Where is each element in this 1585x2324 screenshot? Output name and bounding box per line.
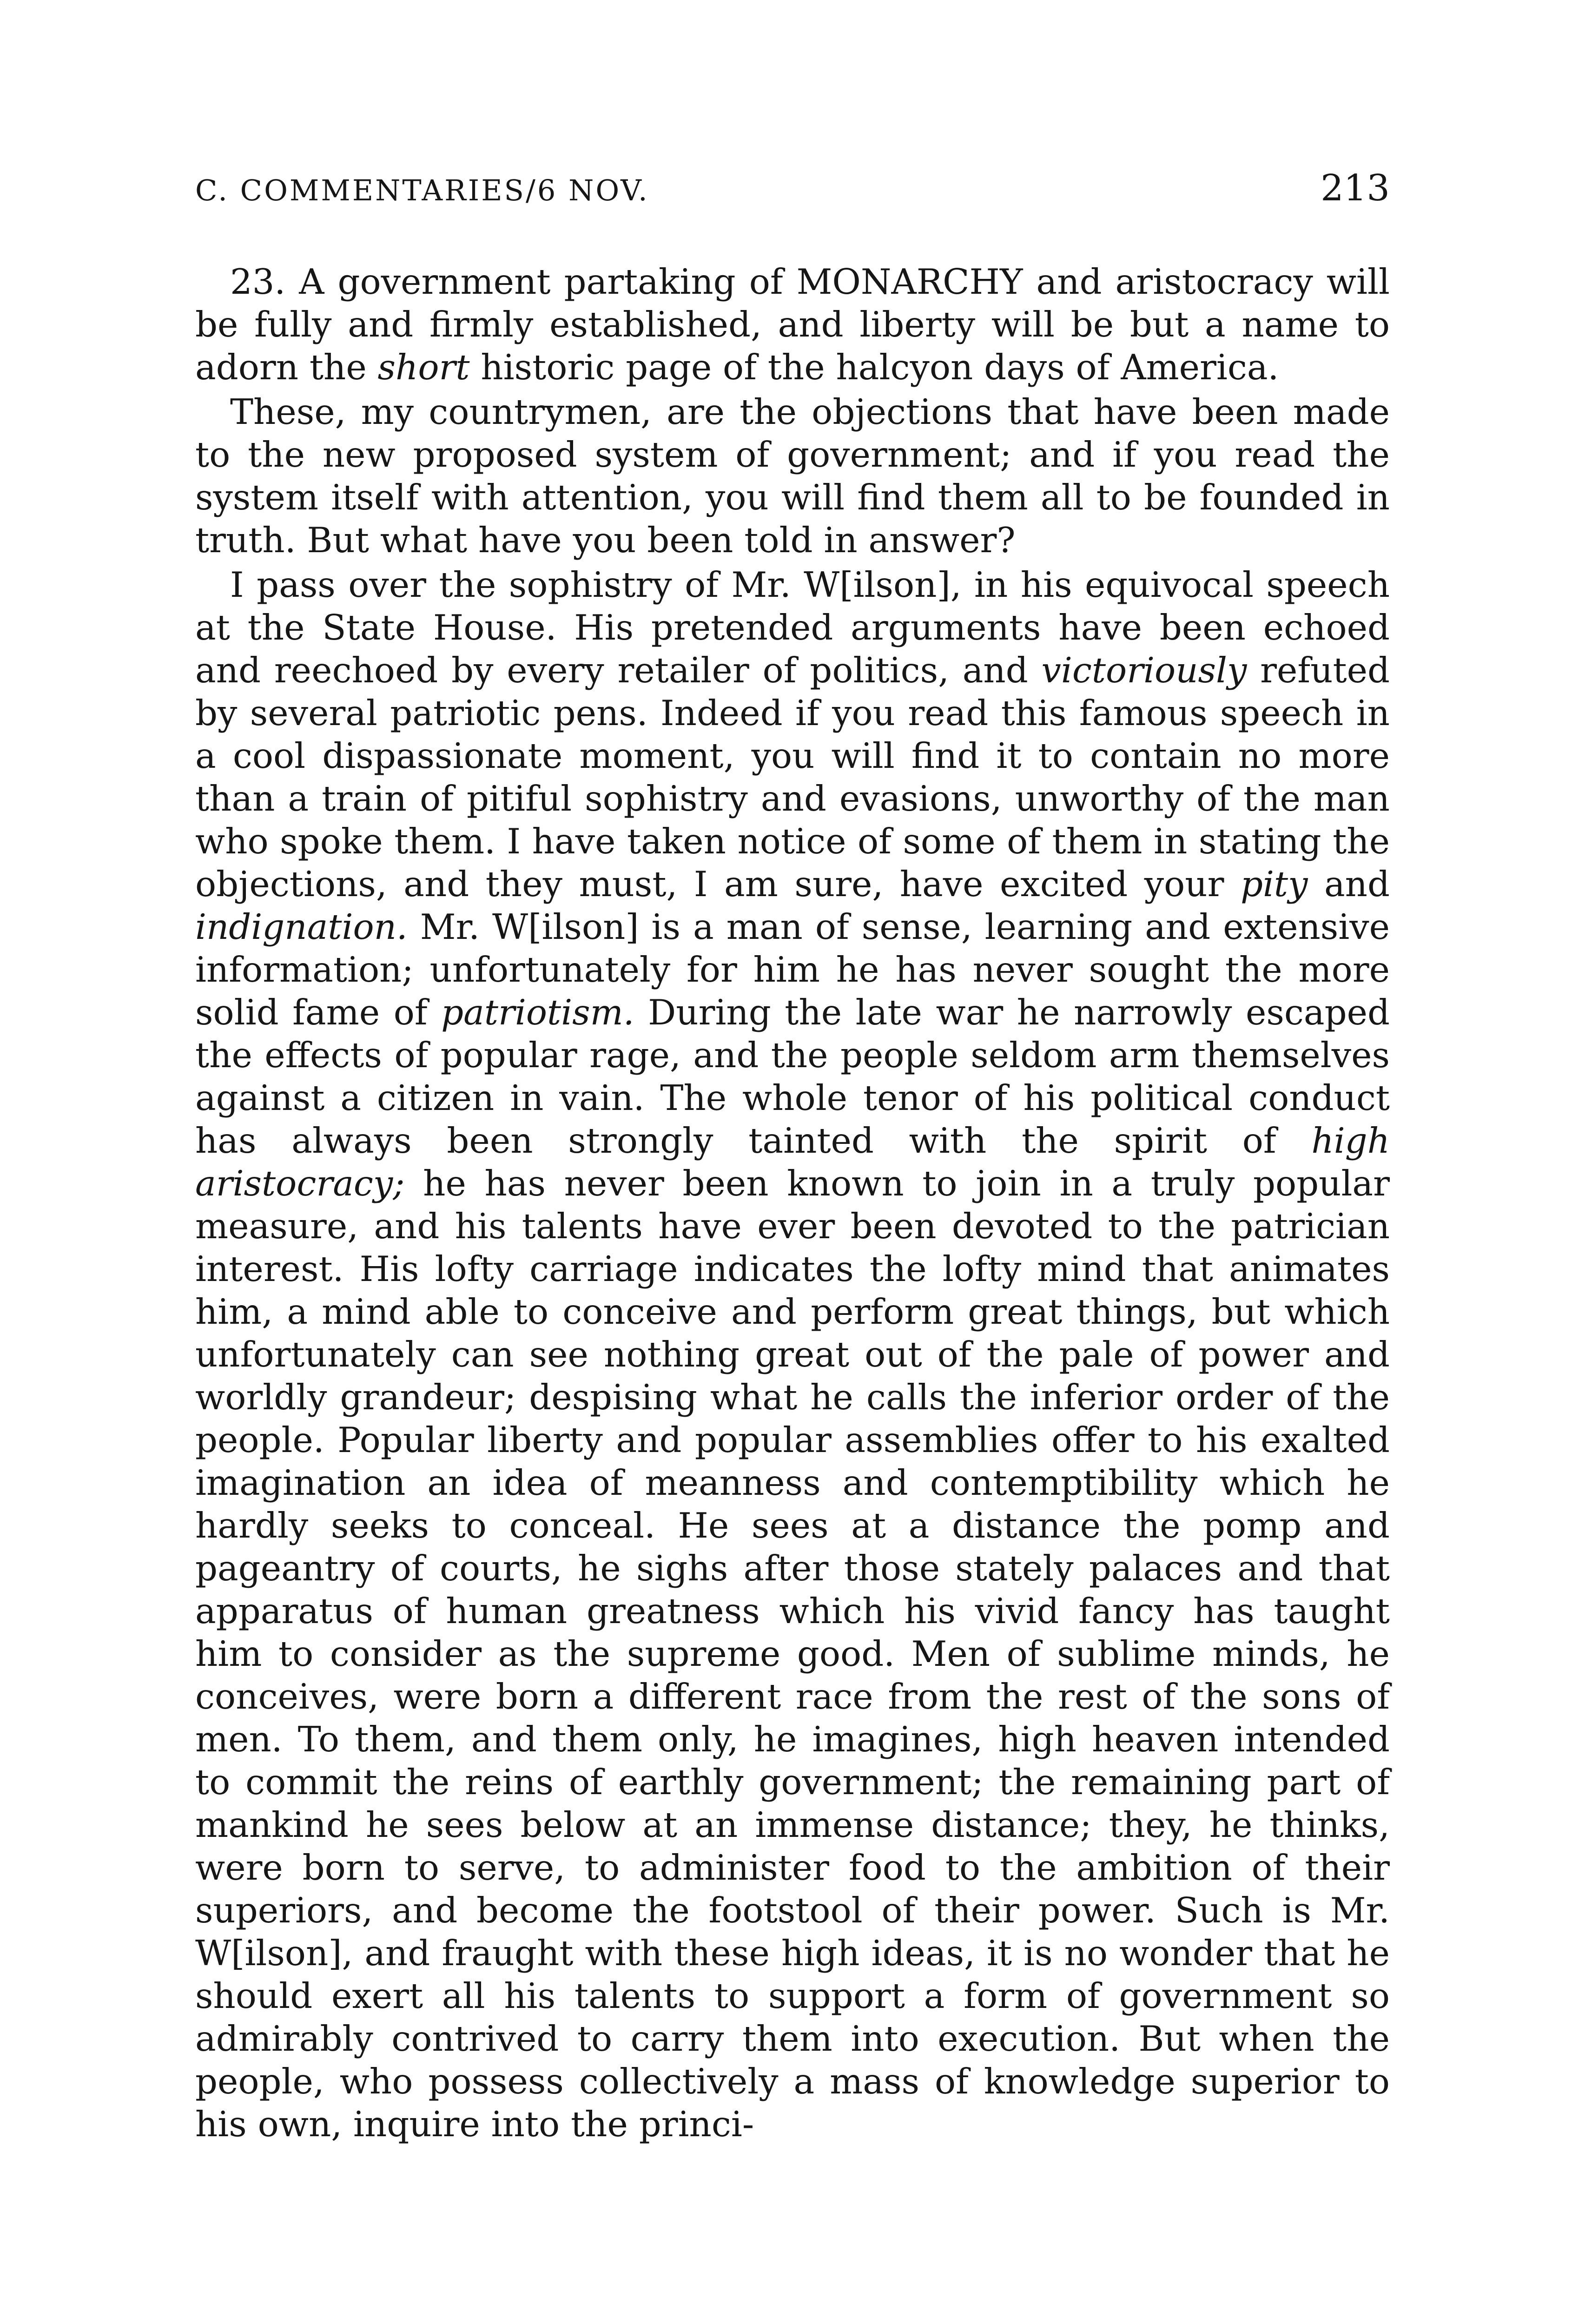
paragraph-wilson (195, 563, 1390, 2146)
text-run: During the late war he narrowly escaped the effects of popular rage, and the people seldom arm themselves against a citizen in vain. The whole tenor of his political conduct has always been strongly tainted with the spirit of (195, 992, 1390, 1161)
text-run: Mr. W[ilson] is a man of sense, learning and extensive information; unfortunately for him he has never sought the more solid fame of (195, 906, 1390, 1033)
running-title: C. COMMENTARIES/6 NOV. (195, 173, 649, 207)
text-run: historic page of the halcyon days of America. (469, 347, 1279, 388)
body-text (195, 260, 1390, 2146)
italic-text: victoriously (1041, 650, 1247, 691)
italic-text: high aristocracy; (195, 1120, 1390, 1204)
page-number: 213 (1321, 167, 1390, 209)
italic-text: indignation. (195, 906, 408, 947)
running-head (195, 167, 1390, 218)
paragraph-objections (195, 390, 1390, 561)
text-run: he has never been known to join in a truly popular measure, and his talents have ever been devoted to the patrician interest. His lofty carriage indicates the lofty mind that animates him, a mind able to conceive and perform great things, but which unfortunately can see nothing great out of the pale of power and worldly grandeur; despising what he calls the inferior order of the people. Popular liberty and popular assemblies offer to his exalted imagination an idea of meanness and contemptibility which he hardly seeks to conceal. He sees at a distance the pomp and pageantry of courts, he sighs after those stately palaces and that apparatus of human greatness which his vivid fancy has taught him to consider as the supreme good. Men of sublime minds, he conceives, were born a different race from the rest of the sons of men. To them, and them only, he imagines, high heaven intended to commit the reins of earthly government; the remaining part of mankind he sees below at an immense distance; they, he thinks, were born to serve, to administer food to the ambition of their superiors, and become the footstool of their power. Such is Mr. W[ilson], and fraught with these high ideas, it is no wonder that he should exert all his talents to support a form of government so admirably contrived to carry them into execution. But when the people, who possess collectively a mass of knowledge superior to his own, inquire into the princi- (195, 1163, 1390, 2145)
italic-text: pity (1240, 864, 1308, 905)
text-run: and (1308, 864, 1390, 905)
text-run: I pass over the sophistry of Mr. W[ilson], in his equivocal speech at the State House. His pretended arguments have been echoed and reechoed by every retailer of politics, and (195, 564, 1390, 691)
italic-text: patriotism. (441, 992, 634, 1033)
text-run: 23. A government partaking of MONARCHY and aristocracy will be fully and firmly established, and liberty will be but a name to adorn the (195, 261, 1390, 388)
italic-text: short (377, 347, 470, 388)
paragraph-item-23 (195, 260, 1390, 389)
text-run: These, my countrymen, are the objections that have been made to the new proposed system of government; and if you read the system itself with attention, you will find them all to be founded in truth. But what have you been told in answer? (195, 391, 1390, 561)
text-run: refuted by several patriotic pens. Indeed if you read this famous speech in a cool dispassionate moment, you will find it to contain no more than a train of pitiful sophistry and evasions, unworthy of the man who spoke them. I have taken notice of some of them in stating the objections, and they must, I am sure, have excited your (195, 650, 1390, 905)
